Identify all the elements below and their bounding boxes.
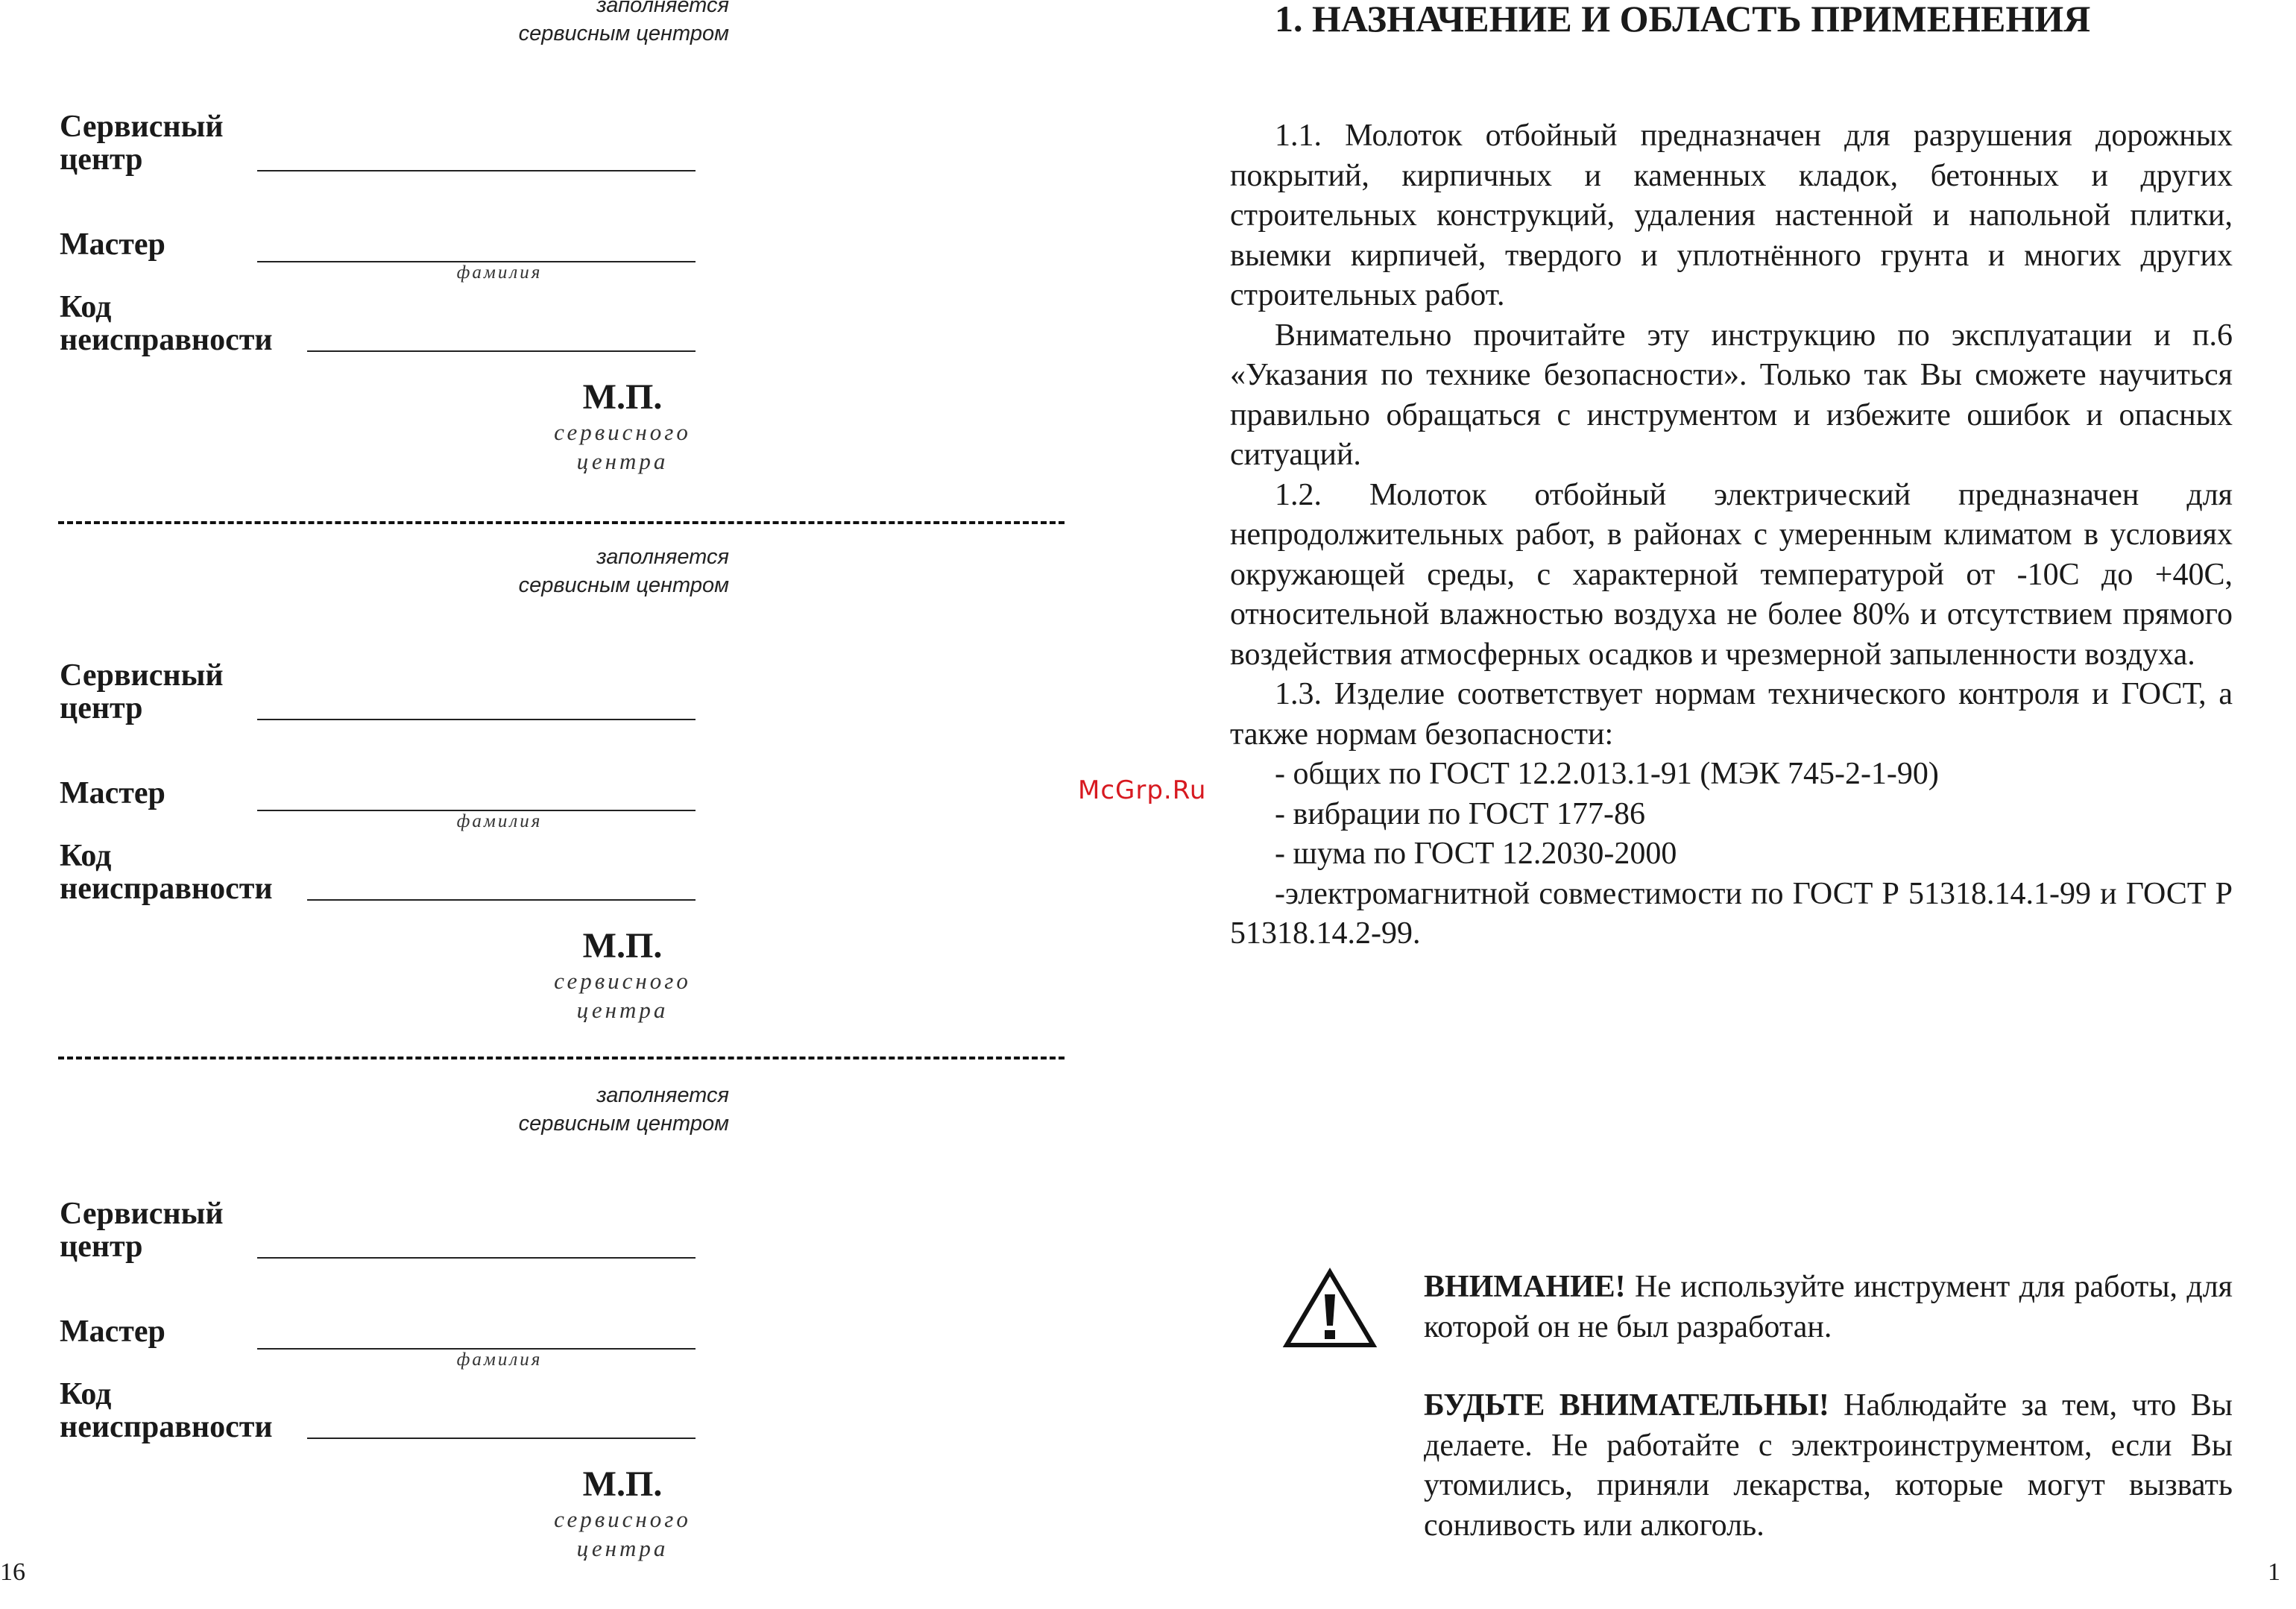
- watermark: McGrp.Ru: [1078, 775, 1207, 805]
- service-center-field[interactable]: [257, 1257, 696, 1259]
- service-coupon-1: [0, 0, 1088, 522]
- stamp-area: М.П. сервисного центра: [554, 926, 691, 1023]
- warning-triangle-icon: [1282, 1268, 1378, 1350]
- warning-be-careful-text: Наблюдайте за тем, что Вы делаете. Не работайте с электроинструментом, если Вы утомились, приняли лекарства, которые могут вызвать сонливость или алкоголь.: [1424, 1388, 2233, 1543]
- warning-be-careful: [1424, 1386, 2233, 1546]
- page-number-right: 1: [2268, 1558, 2280, 1586]
- section-body: [1230, 116, 2233, 954]
- paragraph-1-3: 1.3. Изделие соответствует нормам технического контроля и ГОСТ, а также нормам безопасности:: [1230, 677, 2233, 752]
- paragraph-1-2: 1.2. Молоток отбойный электрический предназначен для непродолжительных работ, в районах с умеренным климатом в условиях окружающей среды, с характерной температурой от -10С до +40С, относительной влажностью воздуха не более 80% и отсутствием прямого воздействия атмосферных осадков и чрезмерной запыленности воздуха.: [1230, 477, 2233, 672]
- warning-attention-text: Не используйте инструмент для работы, для которой он не был разработан.: [1424, 1270, 2233, 1344]
- service-coupon-3: [0, 1083, 1088, 1609]
- warning-be-careful-title: БУДЬТЕ ВНИМАТЕЛЬНЫ!: [1424, 1388, 1829, 1423]
- service-center-field[interactable]: [257, 719, 696, 720]
- master-label: Мастер: [60, 227, 165, 262]
- master-label: Мастер: [60, 776, 165, 810]
- list-item-emc: -электромагнитной совместимости по ГОСТ Р 51318.14.1-99 и ГОСТ Р 51318.14.2-99.: [1230, 876, 2233, 951]
- fault-code-field[interactable]: [307, 899, 696, 901]
- fault-code-field[interactable]: [307, 1438, 696, 1439]
- surname-hint: фамилия: [456, 262, 543, 283]
- paragraph-read-instructions: Внимательно прочитайте эту инструкцию по эксплуатации и п.6 «Указания по технике безопасности». Только так Вы сможете научиться правильно обращаться с инструментом и избежите ошибок и опасных ситуаций.: [1230, 318, 2233, 472]
- service-coupon-2: [0, 545, 1088, 1071]
- fault-code-label: Код неисправности: [60, 1377, 273, 1444]
- list-item: - общих по ГОСТ 12.2.013.1-91 (МЭК 745-2-1-90): [1275, 757, 1939, 791]
- service-center-field[interactable]: [257, 170, 696, 171]
- service-center-label: Сервисный центр: [60, 110, 224, 177]
- fault-code-label: Код неисправности: [60, 290, 273, 357]
- warning-attention-title: ВНИМАНИЕ!: [1424, 1270, 1626, 1304]
- coupon-note: заполняется сервисным центром: [518, 545, 729, 597]
- service-center-label: Сервисный центр: [60, 1197, 224, 1264]
- warning-block: [1424, 1268, 2233, 1584]
- section-heading: 1. НАЗНАЧЕНИЕ И ОБЛАСТЬ ПРИМЕНЕНИЯ: [1275, 0, 2091, 40]
- cut-line: [58, 1057, 1065, 1059]
- coupon-note: заполняется сервисным центром: [518, 0, 729, 45]
- warning-attention: [1424, 1268, 2233, 1347]
- surname-hint: фамилия: [456, 1350, 543, 1370]
- service-center-label: Сервисный центр: [60, 658, 224, 725]
- fault-code-field[interactable]: [307, 350, 696, 352]
- fault-code-label: Код неисправности: [60, 839, 273, 906]
- stamp-area: М.П. сервисного центра: [554, 377, 691, 474]
- surname-hint: фамилия: [456, 811, 543, 831]
- page-number-left: 16: [0, 1558, 25, 1586]
- master-label: Мастер: [60, 1314, 165, 1349]
- list-item: - вибрации по ГОСТ 177-86: [1275, 796, 1645, 831]
- list-item: - шума по ГОСТ 12.2030-2000: [1275, 837, 1677, 871]
- paragraph-1-1: 1.1. Молоток отбойный предназначен для разрушения дорожных покрытий, кирпичных и каменных кладок, бетонных и других строительных конструкций, удаления настенной и напольной плитки, выемки кирпичей, твердого и уплотнённого грунта и многих других строительных работ.: [1230, 119, 2233, 312]
- coupon-note: заполняется сервисным центром: [518, 1083, 729, 1136]
- left-page: [0, 0, 1088, 1584]
- stamp-area: М.П. сервисного центра: [554, 1464, 691, 1561]
- cut-line: [58, 521, 1065, 524]
